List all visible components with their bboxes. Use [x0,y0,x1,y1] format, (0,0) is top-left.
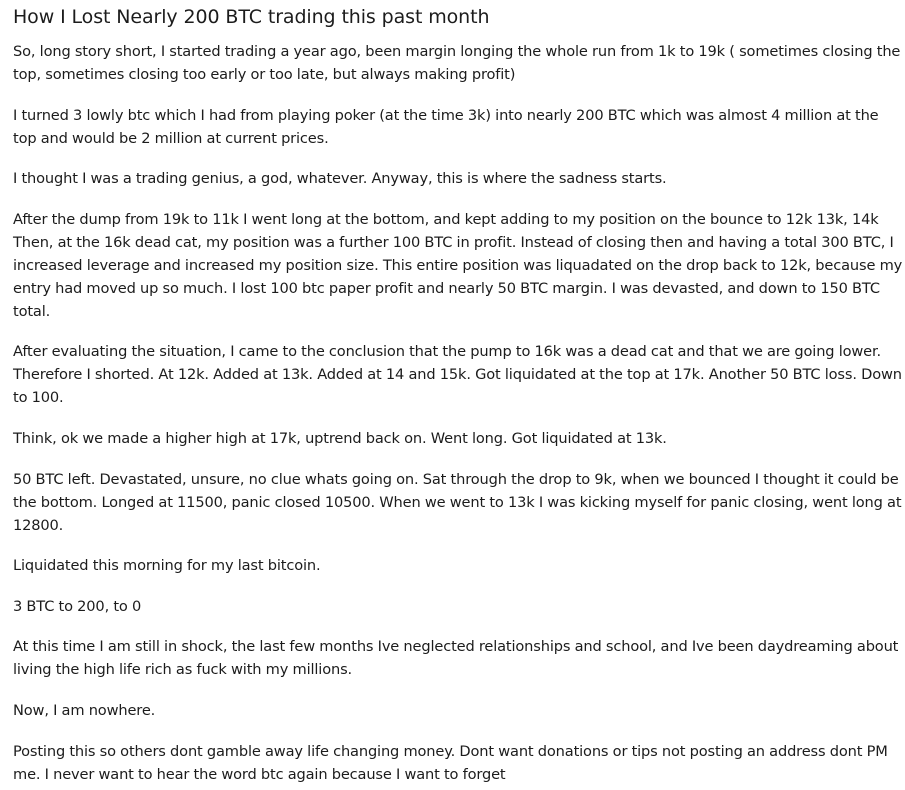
post-paragraph: I turned 3 lowly btc which I had from playing poker (at the time 3k) into nearly 200 BTC which was almost 4 million at the top and would be 2 million at current prices. [13,106,879,147]
post-paragraph: After the dump from 19k to 11k I went long at the bottom, and kept adding to my position on the bounce to 12k 13k, 14k Then, at the 16k dead cat, my position was a further 100 BTC in profit. Instead of closing then and having a total 300 BTC, I increased leverage and increased my position size. This entire position was liquadated on the drop back to 12k, because my entry had moved up so much. I lost 100 btc paper profit and nearly 50 BTC margin. I was devasted, and down to 150 BTC total. [13,210,903,320]
post-title: How I Lost Nearly 200 BTC trading this past month [13,6,490,28]
post-body [13,40,905,786]
post-paragraph: So, long story short, I started trading a year ago, been margin longing the whole run from 1k to 19k ( sometimes closing the top, sometimes closing too early or too late, but always making profit) [13,43,901,83]
post-paragraph: I thought I was a trading genius, a god, whatever. Anyway, this is where the sadness starts. [13,170,667,188]
post-paragraph: 3 BTC to 200, to 0 [13,597,142,615]
post-paragraph: Posting this so others dont gamble away life changing money. Dont want donations or tips not posting an address dont PM me. I never want to hear the word btc again because I want to forget [13,742,888,783]
post-paragraph: Now, I am nowhere. [13,701,156,719]
post-paragraph: At this time I am still in shock, the last few months Ive neglected relationships and school, and Ive been daydreaming about living the high life rich as fuck with my millions. [13,638,899,679]
post-paragraph: 50 BTC left. Devastated, unsure, no clue whats going on. Sat through the drop to 9k, when we bounced I thought it could be the bottom. Longed at 11500, panic closed 10500. When we went to 13k I was kicking myself for panic closing, went long at 12800. [13,470,902,534]
post-paragraph: Think, ok we made a higher high at 17k, uptrend back on. Went long. Got liquidated at 13k. [13,429,667,447]
post-paragraph: After evaluating the situation, I came to the conclusion that the pump to 16k was a dead cat and that we are going lower. Therefore I shorted. At 12k. Added at 13k. Added at 14 and 15k. Got liquidated at the top at 17k. Another 50 BTC loss. Down to 100. [13,343,902,407]
post-paragraph: Liquidated this morning for my last bitcoin. [13,557,321,575]
